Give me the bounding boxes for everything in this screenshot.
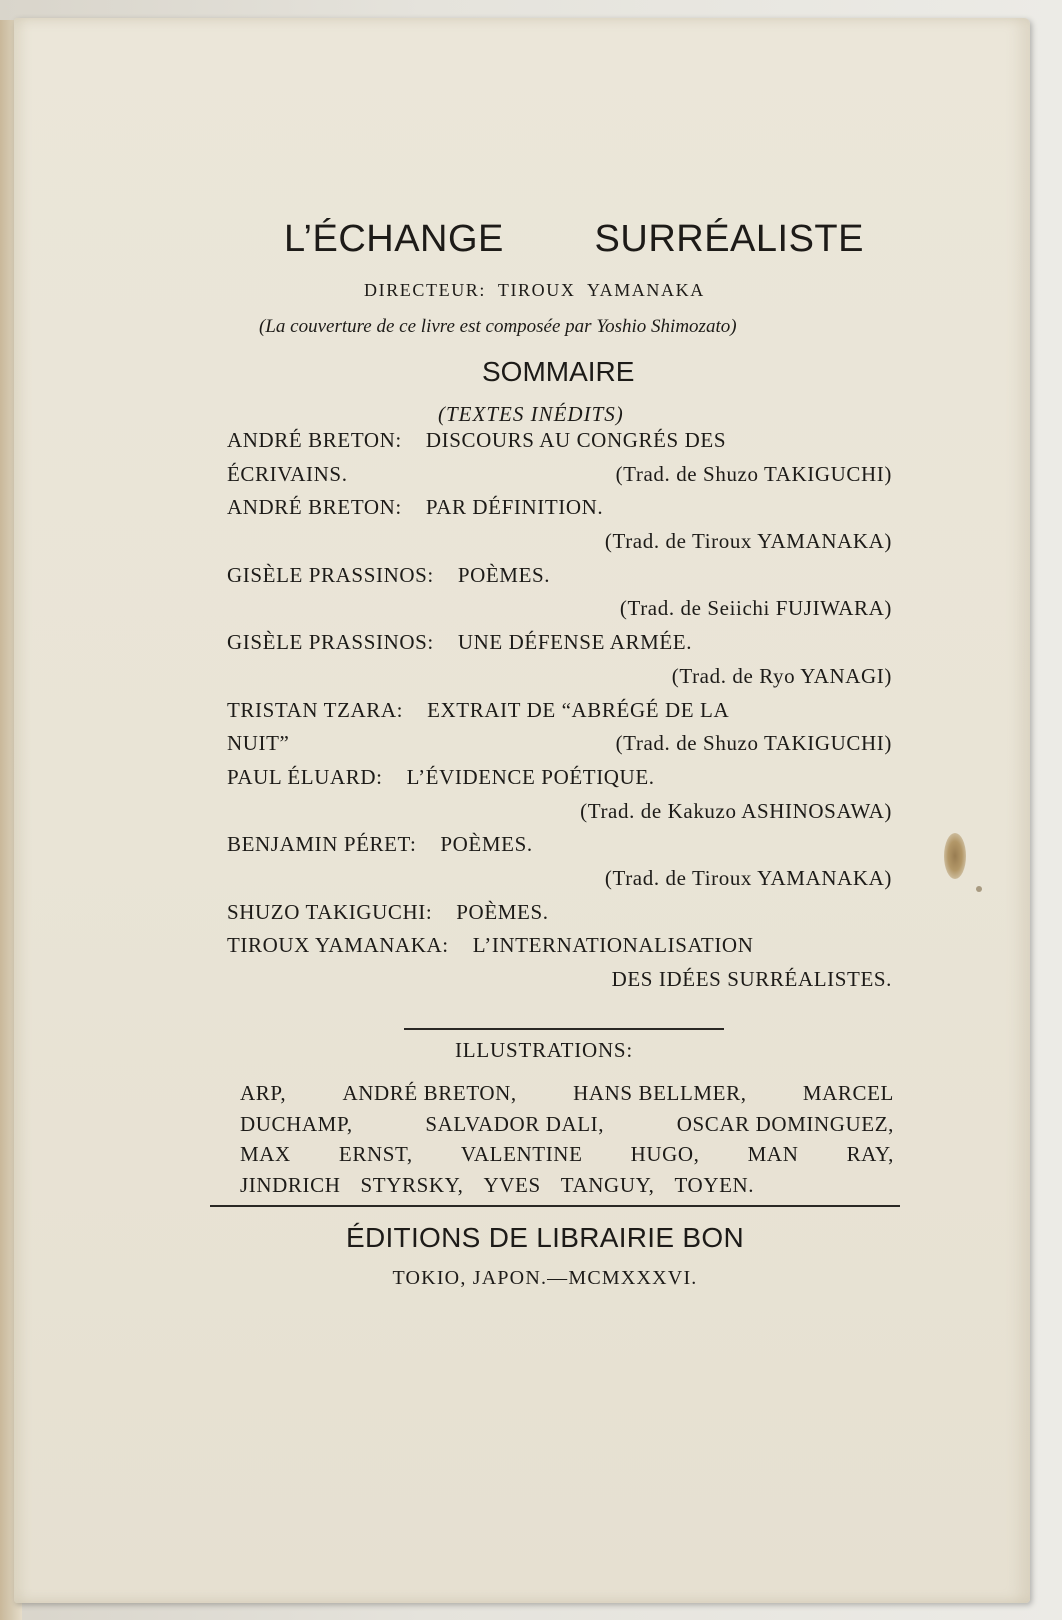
entry-translation: (Trad. de Seiichi FUJIWARA) <box>619 596 892 621</box>
entry-author: GISÈLE PRASSINOS: <box>227 562 434 587</box>
entry-work: POÈMES. <box>457 562 551 587</box>
contents-line <box>227 698 892 732</box>
entry-author: SHUZO TAKIGUCHI: <box>227 899 433 924</box>
illustrator-name: STYRSKY, <box>360 1172 464 1197</box>
entry-author: GISÈLE PRASSINOS: <box>227 630 434 655</box>
title-word-2: SURRÉALISTE <box>594 218 864 260</box>
entry-work: L’INTERNATIONALISATION <box>472 933 754 958</box>
entry-translation: (Trad. de Ryo YANAGI) <box>671 663 892 688</box>
illustrator-name: ERNST, <box>338 1142 413 1166</box>
contents-line <box>227 765 892 799</box>
contents-line <box>227 630 892 664</box>
entry-author: TIROUX YAMANAKA: <box>227 933 449 958</box>
entry-translation: (Trad. de Shuzo TAKIGUCHI) <box>615 461 892 486</box>
contents-line <box>227 866 892 900</box>
director-line: DIRECTEUR: TIROUX YAMANAKA <box>364 280 705 300</box>
cover-note: (La couverture de ce livre est composée par Yoshio Shimozato) <box>259 316 737 337</box>
page-content <box>14 18 1030 1603</box>
illustrator-name: HANS BELLMER, <box>573 1081 747 1105</box>
entry-work: PAR DÉFINITION. <box>425 495 604 520</box>
contents-line <box>227 596 892 630</box>
contents-line <box>227 462 892 496</box>
divider-short <box>404 1028 724 1030</box>
title-word-1: L’ÉCHANGE <box>284 218 504 260</box>
illustrator-name: TANGUY, <box>560 1172 655 1197</box>
illustrator-name: HUGO, <box>630 1142 700 1166</box>
entry-author: ANDRÉ BRETON: <box>227 428 402 452</box>
contents-line <box>227 832 892 866</box>
illustrations-line <box>240 1109 894 1140</box>
entry-work: POÈMES. <box>456 899 549 924</box>
entry-work: EXTRAIT DE “ABRÉGÉ DE LA <box>427 697 730 722</box>
contents-line <box>227 529 892 563</box>
illustrations-line <box>240 1170 894 1201</box>
illustrations-heading: ILLUSTRATIONS: <box>455 1038 634 1062</box>
illustrator-name: YVES <box>483 1172 541 1197</box>
divider-long <box>210 1205 900 1207</box>
entry-author: BENJAMIN PÉRET: <box>227 832 417 857</box>
sommaire-heading: SOMMAIRE <box>482 356 635 387</box>
publisher: ÉDITIONS DE LIBRAIRIE BON <box>345 1222 745 1253</box>
entry-author: PAUL ÉLUARD: <box>227 764 383 789</box>
contents-line <box>227 428 892 462</box>
entry-work: POÈMES. <box>440 832 533 857</box>
illustrations-line <box>240 1139 894 1170</box>
book-page <box>14 18 1030 1603</box>
illustrations-line <box>240 1078 894 1109</box>
contents-line <box>227 495 892 529</box>
illustrator-name: ANDRÉ BRETON, <box>342 1081 517 1105</box>
entry-translation: (Trad. de Kakuzo ASHINOSAWA) <box>580 798 892 823</box>
entry-translation: DES IDÉES SURRÉALISTES. <box>611 967 892 991</box>
entry-author: ÉCRIVAINS. <box>227 461 348 486</box>
entry-translation: (Trad. de Tiroux YAMANAKA) <box>604 529 892 554</box>
textes-inedits: (TEXTES INÉDITS) <box>438 402 624 426</box>
contents-line <box>227 563 892 597</box>
illustrator-name: MAX <box>240 1142 291 1166</box>
entry-work: L’ÉVIDENCE POÉTIQUE. <box>406 764 655 789</box>
entry-author: ANDRÉ BRETON: <box>227 495 402 520</box>
contents-line <box>227 933 892 967</box>
entry-translation: (Trad. de Tiroux YAMANAKA) <box>604 865 892 890</box>
entry-work: UNE DÉFENSE ARMÉE. <box>457 630 693 655</box>
contents-list <box>227 428 892 1001</box>
contents-line <box>227 900 892 934</box>
illustrator-name: ARP, <box>240 1081 287 1105</box>
illustrator-name: SALVADOR DALI, <box>425 1111 605 1136</box>
illustrator-name: OSCAR DOMINGUEZ, <box>676 1111 894 1136</box>
illustrator-name: TOYEN. <box>674 1172 755 1197</box>
illustrations-list <box>240 1078 894 1200</box>
contents-line <box>227 731 892 765</box>
entry-work: DISCOURS AU CONGRÉS DES <box>425 428 727 452</box>
contents-line <box>227 664 892 698</box>
illustrator-name: VALENTINE <box>460 1142 583 1166</box>
illustrator-name: DUCHAMP, <box>240 1111 353 1136</box>
entry-author: TRISTAN TZARA: <box>227 697 404 722</box>
entry-translation: (Trad. de Shuzo TAKIGUCHI) <box>615 731 892 756</box>
contents-line <box>227 967 892 1001</box>
illustrator-name: MAN <box>747 1142 799 1166</box>
illustrator-name: MARCEL <box>802 1081 894 1105</box>
page-title <box>284 218 864 261</box>
illustrator-name: JINDRICH <box>240 1172 341 1197</box>
contents-line <box>227 799 892 833</box>
illustrator-name: RAY, <box>846 1142 894 1166</box>
publication-place: TOKIO, JAPON.—MCMXXXVI. <box>392 1267 698 1289</box>
entry-author: NUIT” <box>227 731 290 756</box>
